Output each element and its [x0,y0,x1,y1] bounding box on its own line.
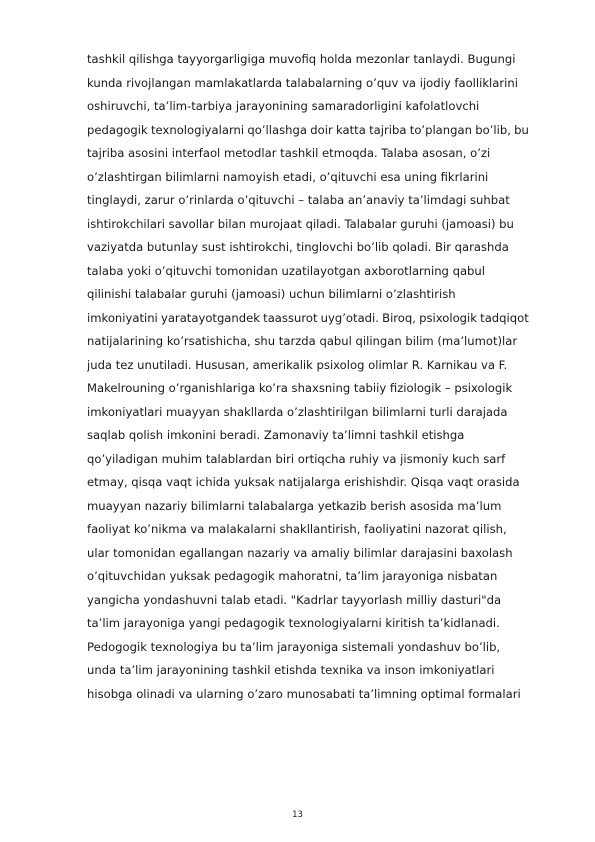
text-line: unda ta’lim jarayonining tashkil etishda texnika va inson imkoniyatlari [87,663,495,677]
text-line: oshiruvchi, ta’lim-tarbiya jarayonining samaradorligini kafolatlovchi [87,99,480,113]
text-line: natijalarining ko’rsatishicha, shu tarzda qabul qilingan bilim (ma’lumot)lar [87,334,518,348]
text-line: ta’lim jarayoniga yangi pedagogik texnologiyalarni kiritish ta’kidlanadi. [87,616,500,630]
text-line: o’zlashtirgan bilimlarni namoyish etadi, o’qituvchi esa uning fikrlarini [87,169,489,184]
text-line: vaziyatda butunlay sust ishtirokchi, tinglovchi bo’lib qoladi. Bir qarashda [87,240,509,254]
text-line: juda tez unutiladi. Hususan, amerikalik psixolog olimlar R. Karnikau va F. [87,357,508,372]
text-line: Makelrouning o’rganishlariga ko’ra shaxsning tabiiy fiziologik – psixologik [87,381,513,395]
text-line: tajriba asosini interfaol metodlar tashkil etmoqda. Talaba asosan, o’zi [87,146,491,160]
text-line: imkoniyatlari muayyan shakllarda o’zlashtirilgan bilimlarni turli darajada [87,404,508,419]
text-line: ular tomonidan egallangan nazariy va amaliy bilimlar darajasini baxolash [87,545,513,560]
text-line: pedagogik texnologiyalarni qo’llashga doir katta tajriba to’plangan bo’lib, bu [87,122,529,137]
page-number: 13 [292,810,303,820]
text-line: qo’yiladigan muhim talablardan biri ortiqcha ruhiy va jismoniy kuch sarf [87,451,506,466]
text-line: yangicha yondashuvni talab etadi. "Kadrlar tayyorlash milliy dasturi"da [87,592,502,607]
text-line: qilinishi talabalar guruhi (jamoasi) uchun bilimlarni o’zlashtirish [87,287,456,301]
text-line: o’qituvchidan yuksak pedagogik mahoratni, ta’lim jarayoniga nisbatan [87,569,498,583]
text-line: etmay, qisqa vaqt ichida yuksak natijalarga erishishdir. Qisqa vaqt orasida [87,475,520,489]
text-line: tinglaydi, zarur o’rinlarda o’qituvchi – talaba an’anaviy ta’limdagi suhbat [87,193,510,207]
text-line: faoliyat ko’nikma va malakalarni shakllantirish, faoliyatini nazorat qilish, [87,522,507,536]
text-line: ishtirokchilari savollar bilan murojaat qiladi. Talabalar guruhi (jamoasi) bu [87,216,514,231]
text-line: imkoniyatini yaratayotgandek taassurot uyg’otadi. Biroq, psixologik tadqiqot [87,310,529,325]
text-line: kunda rivojlangan mamlakatlarda talabalarning o’quv va ijodiy faolliklarini [87,75,518,90]
body-text [87,48,529,706]
text-line: Pedogogik texnologiya bu ta’lim jarayoniga sistemali yondashuv bo’lib, [87,639,501,654]
text-line: hisobga olinadi va ularning o’zaro munosabati ta’limning optimal formalari [87,686,521,701]
text-line: saqlab qolish imkonini beradi. Zamonaviy ta’limni tashkil etishga [87,428,465,442]
text-line: tashkil qilishga tayyorgarligiga muvofiq holda mezonlar tanlaydi. Bugungi [87,52,516,66]
text-line: talaba yoki o’qituvchi tomonidan uzatilayotgan axborotlarning qabul [87,263,485,278]
text-line: muayyan nazariy bilimlarni talabalarga yetkazib berish asosida ma’lum [87,498,502,513]
